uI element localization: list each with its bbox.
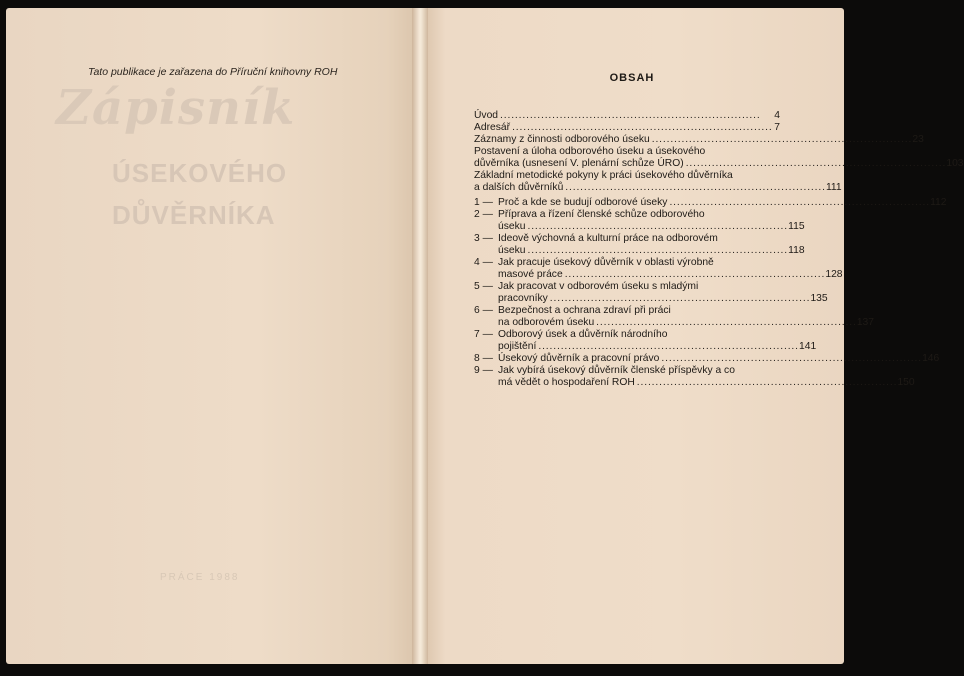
toc-entry	[474, 281, 828, 305]
toc-entry-page: 137	[856, 317, 875, 328]
ghost-title-line1: ÚSEKOVÉHO	[112, 158, 288, 188]
toc-entry-text: Příprava a řízení členské schůze odborového	[498, 209, 705, 220]
toc-entry-text: důvěrníka (usnesení V. plenární schůze ÚRO)	[474, 158, 684, 169]
toc-entry-text: Bezpečnost a ochrana zdraví při práci	[498, 305, 671, 316]
toc-entry-number: 8 —	[474, 353, 493, 364]
toc-entry	[474, 329, 817, 353]
toc-entry-page: 150	[897, 377, 915, 388]
dot-leader	[661, 353, 920, 365]
toc-entry-text: pojištění	[498, 341, 537, 352]
dot-leader	[527, 221, 786, 233]
toc-entry	[474, 170, 842, 194]
toc-entry-page: 103	[946, 158, 964, 169]
toc-entry-text: Postavení a úloha odborového úseku a úsekového	[474, 146, 706, 157]
toc-entry-number: 1 —	[474, 197, 493, 208]
toc-entry	[474, 365, 915, 389]
ghost-logo: Zápisník	[56, 80, 296, 136]
toc-entry-number: 9 —	[474, 365, 493, 376]
toc-entry-page: 112	[930, 197, 947, 208]
dot-leader	[669, 197, 928, 209]
toc-entry-text: Úvod	[474, 110, 499, 121]
toc-entry-text: Jak pracovat v odborovém úseku s mladými	[498, 281, 699, 292]
toc-entry-text: Úsekový důvěrník a pracovní právo	[498, 353, 660, 364]
toc-title: OBSAH	[609, 72, 655, 84]
toc-entry	[474, 305, 875, 329]
toc-entry-page: 111	[825, 182, 842, 193]
toc-entry-text: na odborovém úseku	[498, 317, 595, 328]
dot-leader	[686, 158, 945, 170]
toc-entry	[474, 353, 940, 365]
dot-leader	[550, 293, 809, 305]
toc-entry-page: 118	[788, 245, 805, 256]
dot-leader	[565, 182, 824, 194]
toc-entry-page: 128	[825, 269, 843, 280]
dot-leader	[527, 245, 786, 257]
toc-entry	[474, 146, 964, 170]
toc-entry	[474, 197, 947, 209]
toc-entry-page: 7	[774, 122, 780, 133]
ghost-imprint: PRÁCE 1988	[160, 572, 240, 583]
toc-entry	[474, 110, 780, 122]
toc-entry-text: úseku	[498, 245, 526, 256]
toc-entry-page: 115	[788, 221, 805, 232]
toc-entry-text: Základní metodické pokyny k práci úsekového důvěrníka	[474, 170, 733, 181]
toc-entry	[474, 257, 843, 281]
toc-entry-page: 146	[922, 353, 940, 364]
toc-entry-page: 135	[810, 293, 828, 304]
toc-entry-text: úseku	[498, 221, 526, 232]
toc-entry-text: Ideově výchovná a kulturní práce na odborovém	[498, 233, 718, 244]
toc-entry-number: 2 —	[474, 209, 493, 220]
dot-leader	[652, 134, 911, 146]
toc-entry	[474, 134, 924, 146]
toc-entry-number: 7 —	[474, 329, 493, 340]
toc-entry-page: 23	[912, 134, 924, 145]
dot-leader	[565, 269, 824, 281]
toc-entry	[474, 233, 805, 257]
toc-entry-text: a dalších důvěrníků	[474, 182, 564, 193]
table-of-contents	[474, 110, 964, 389]
toc-entry-number: 5 —	[474, 281, 493, 292]
toc-entry-text: Proč a kde se budují odborové úseky	[498, 197, 668, 208]
toc-entry-number: 6 —	[474, 305, 493, 316]
toc-entry-number: 3 —	[474, 233, 493, 244]
toc-entry	[474, 122, 780, 134]
dot-leader	[637, 377, 896, 389]
ghost-title-line2: DŮVĚRNÍKA	[112, 200, 276, 230]
book-gutter	[412, 8, 428, 664]
toc-entry-page: 4	[774, 110, 780, 121]
toc-entry-text: Adresář	[474, 122, 511, 133]
dot-leader	[500, 110, 772, 122]
toc-entry-text: Odborový úsek a důvěrník národního	[498, 329, 668, 340]
toc-entry-text: Jak pracuje úsekový důvěrník v oblasti výrobně	[498, 257, 714, 268]
toc-entry-text: má vědět o hospodaření ROH	[498, 377, 635, 388]
toc-entry-text: Jak vybírá úsekový důvěrník členské příspěvky a co	[498, 365, 735, 376]
toc-entry	[474, 209, 805, 233]
toc-entry-number: 4 —	[474, 257, 493, 268]
dot-leader	[596, 317, 855, 329]
toc-entry-text: pracovníky	[498, 293, 548, 304]
toc-entry-text: Záznamy z činnosti odborového úseku	[474, 134, 650, 145]
toc-entry-text: masové práce	[498, 269, 563, 280]
dot-leader	[512, 122, 772, 134]
toc-entry-page: 141	[799, 341, 817, 352]
dot-leader	[538, 341, 797, 353]
series-note: Tato publikace je zařazena do Příruční knihovny ROH	[88, 66, 338, 78]
